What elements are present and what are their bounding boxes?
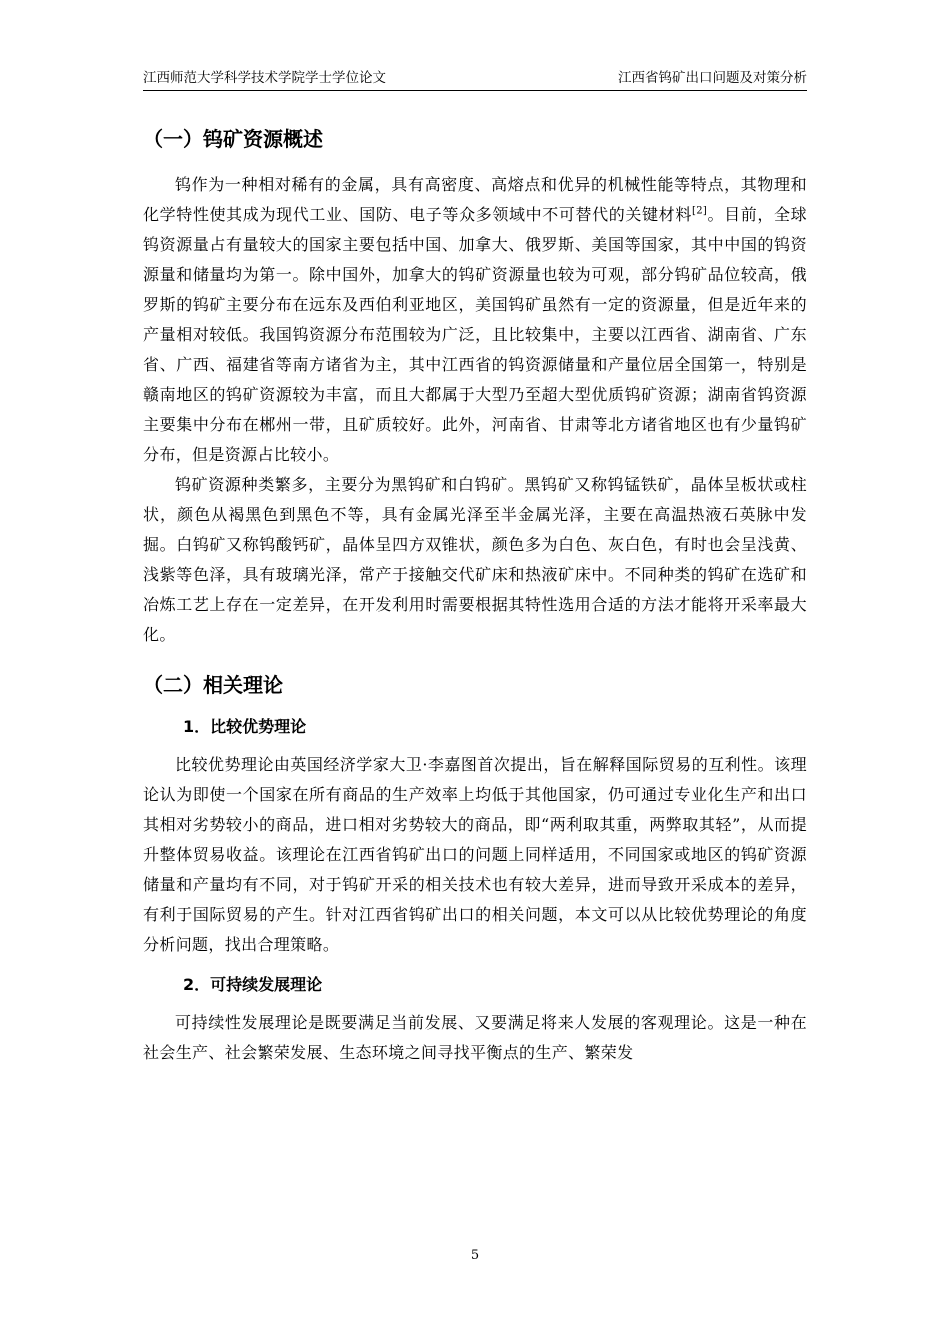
paragraph-text: 钨作为一种相对稀有的金属，具有高密度、高熔点和优异的机械性能等特点，其物理和化学特性使其成为现代工业、国防、电子等众多领域中不可替代的关键材料: [143, 175, 807, 224]
paragraph-sustainable-development: 可持续性发展理论是既要满足当前发展、又要满足将来人发展的客观理论。这是一种在社会生产、社会繁荣发展、生态环境之间寻找平衡点的生产、繁荣发: [143, 1013, 807, 1062]
subheading-sustainable-development: 2．可持续发展理论: [183, 975, 323, 994]
paragraph-comparative-advantage: 比较优势理论由英国经济学家大卫·李嘉图首次提出，旨在解释国际贸易的互利性。该理论认为即使一个国家在所有商品的生产效率上均低于其他国家，仍可通过专业化生产和出口其相对劣势较小的商品，进口相对劣势较大的商品，即“两利取其重，两弊取其轻”，从而提升整体贸易收益。该理论在江西省钨矿出口的问题上同样适用，不同国家或地区的钨矿资源储量和产量均有不同，对于钨矿开采的相关技术也有较大差异，进而导致开采成本的差异，有利于国际贸易的产生。针对江西省钨矿出口的相关问题，本文可以从比较优势理论的角度分析问题，找出合理策略。: [143, 755, 807, 954]
section-heading-related-theory: （二）相关理论: [143, 673, 283, 697]
subheading-comparative-advantage: 1．比较优势理论: [183, 717, 307, 736]
paragraph-tungsten-types: 钨矿资源种类繁多，主要分为黑钨矿和白钨矿。黑钨矿又称钨锰铁矿，晶体呈板状或柱状，颜色从褐黑色到黑色不等，具有金属光泽至半金属光泽，主要在高温热液石英脉中发掘。白钨矿又称钨酸钙矿，晶体呈四方双锥状，颜色多为白色、灰白色，有时也会呈浅黄、浅紫等色泽，具有玻璃光泽，常产于接触交代矿床和热液矿床中。不同种类的钨矿在选矿和冶炼工艺上存在一定差异，在开发利用时需要根据其特性选用合适的方法才能将开采率最大化。: [143, 475, 807, 644]
paragraph-text: 。目前，全球钨资源量占有量较大的国家主要包括中国、加拿大、俄罗斯、美国等国家，其中中国的钨资源量和储量均为第一。除中国外，加拿大的钨矿资源量也较为可观，部分钨矿品位较高，俄罗斯的钨矿主要分布在远东及西伯利亚地区，美国钨矿虽然有一定的资源量，但是近年来的产量相对较低。我国钨资源分布范围较为广泛，且比较集中，主要以江西省、湖南省、广东省、广西、福建省等南方诸省为主，其中江西省的钨资源储量和产量位居全国第一，特别是赣南地区的钨矿资源较为丰富，而且大都属于大型乃至超大型优质钨矿资源；湖南省钨资源主要集中分布在郴州一带，且矿质较好。此外，河南省、甘肃等北方诸省地区也有少量钨矿分布，但是资源占比较小。: [143, 205, 807, 464]
citation-ref[interactable]: [2]: [691, 205, 708, 217]
header-paper-title: 江西省钨矿出口问题及对策分析: [618, 70, 807, 86]
section-heading-tungsten-overview: （一）钨矿资源概述: [143, 127, 323, 151]
running-header: [143, 66, 807, 91]
page-body: [143, 122, 807, 1068]
header-thesis-title: 江西师范大学科学技术学院学士学位论文: [143, 70, 386, 86]
page-number: 5: [470, 1248, 480, 1263]
paragraph-tungsten-resources: [143, 170, 807, 470]
